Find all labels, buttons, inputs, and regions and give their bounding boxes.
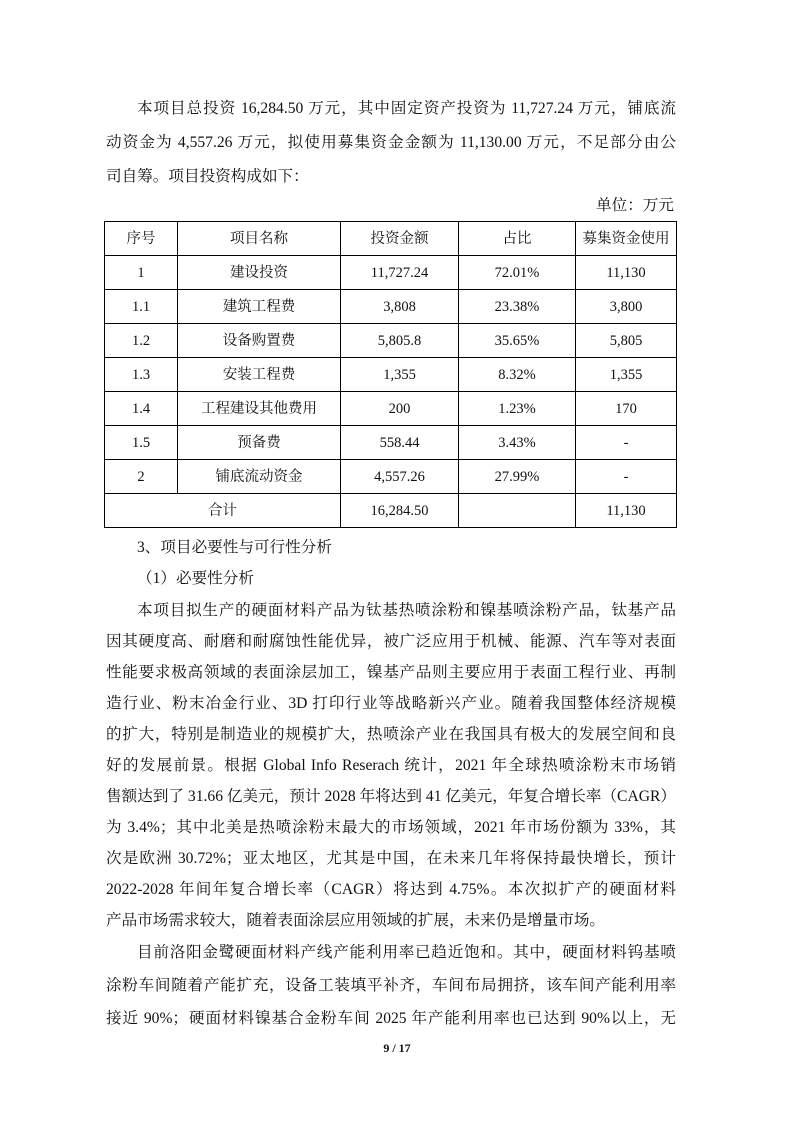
total-ratio [459, 494, 576, 528]
text-line: 产品市场需求较大，随着表面涂层应用领域的扩展，未来仍是增量市场。 [106, 912, 606, 929]
table-cell: 1.1 [105, 290, 178, 324]
header-cell: 占比 [459, 222, 576, 256]
header-cell: 募集资金使用 [576, 222, 677, 256]
table-cell: 4,557.26 [341, 460, 459, 494]
table-cell: 35.65% [459, 324, 576, 358]
text-line: 本项目拟生产的硬面材料产品为钛基热喷涂粉和镍基喷涂粉产品，钛基产品 [137, 602, 676, 619]
text-line: 因其硬度高、耐磨和耐腐蚀性能优异，被广泛应用于机械、能源、汽车等对表面 [106, 633, 676, 650]
text-line: 本项目总投资 16,284.50 万元，其中固定资产投资为 11,727.24 万元，铺底流 [137, 100, 676, 117]
table-cell: - [576, 460, 677, 494]
table-cell: 11,130 [576, 256, 677, 290]
table-cell: 安装工程费 [178, 358, 341, 392]
table-row [105, 290, 677, 324]
table-cell: 1,355 [341, 358, 459, 392]
table-cell: 3,808 [341, 290, 459, 324]
text-line: 接近 90%；硬面材料镍基合金粉车间 2025 年产能利用率也已达到 90%以上，无 [106, 1010, 676, 1027]
table-row [105, 426, 677, 460]
text-line: 为 3.4%；其中北美是热喷涂粉末最大的市场领域，2021 年市场份额为 33%，其 [106, 819, 676, 836]
table-row [105, 358, 677, 392]
unit-label: 单位：万元 [596, 197, 674, 214]
total-amount: 16,284.50 [341, 494, 459, 528]
table-cell: 1.4 [105, 392, 178, 426]
table-cell: 建设投资 [178, 256, 341, 290]
table-cell: 23.38% [459, 290, 576, 324]
table-cell: 1,355 [576, 358, 677, 392]
table-cell: 建筑工程费 [178, 290, 341, 324]
header-cell: 项目名称 [178, 222, 341, 256]
text-line: 好的发展前景。根据 Global Info Reserach 统计，2021 年全球热喷涂粉末市场销 [106, 757, 676, 774]
section-heading: 3、项目必要性与可行性分析 [137, 539, 332, 556]
text-line: 涂粉车间随着产能扩充，设备工装填平补齐，车间布局拥挤，该车间产能利用率 [106, 977, 676, 994]
text-line: 售额达到了 31.66 亿美元，预计 2028 年将达到 41 亿美元，年复合增长率（CAGR） [106, 788, 676, 805]
table-cell: - [576, 426, 677, 460]
table-cell: 170 [576, 392, 677, 426]
table-cell: 5,805 [576, 324, 677, 358]
total-label: 合计 [105, 494, 341, 528]
text-line: 性能要求极高领域的表面涂层加工，镍基产品则主要应用于表面工程行业、再制 [106, 664, 676, 681]
page-number: 9 / 17 [383, 1041, 411, 1055]
table-header-row [105, 222, 677, 256]
table-cell: 11,727.24 [341, 256, 459, 290]
text-line: 司自筹。项目投资构成如下： [106, 168, 309, 185]
table-cell: 558.44 [341, 426, 459, 460]
table-cell: 8.32% [459, 358, 576, 392]
text-line: 的扩大，特别是制造业的规模扩大，热喷涂产业在我国具有极大的发展空间和良 [106, 726, 676, 743]
table-cell: 1 [105, 256, 178, 290]
text-line: 目前洛阳金鹭硬面材料产线产能利用率已趋近饱和。其中，硬面材料钨基喷 [137, 944, 676, 961]
table-cell: 3,800 [576, 290, 677, 324]
table-cell: 1.5 [105, 426, 178, 460]
table-cell: 5,805.8 [341, 324, 459, 358]
table-cell: 27.99% [459, 460, 576, 494]
table-row [105, 324, 677, 358]
text-line: 动资金为 4,557.26 万元，拟使用募集资金金额为 11,130.00 万元，不足部分由公 [106, 134, 676, 151]
table-cell: 1.2 [105, 324, 178, 358]
total-raised: 11,130 [576, 494, 677, 528]
table-cell: 设备购置费 [178, 324, 341, 358]
table-cell: 1.23% [459, 392, 576, 426]
table-cell: 2 [105, 460, 178, 494]
header-cell: 投资金额 [341, 222, 459, 256]
table-cell: 200 [341, 392, 459, 426]
header-cell: 序号 [105, 222, 178, 256]
table-row [105, 392, 677, 426]
table-cell: 3.43% [459, 426, 576, 460]
table-total-row [105, 494, 677, 528]
table-cell: 72.01% [459, 256, 576, 290]
table-row [105, 460, 677, 494]
table-cell: 工程建设其他费用 [178, 392, 341, 426]
table-row [105, 256, 677, 290]
subsection-heading: （1）必要性分析 [137, 570, 254, 587]
table-cell: 预备费 [178, 426, 341, 460]
table-cell: 1.3 [105, 358, 178, 392]
investment-table [104, 221, 677, 528]
table-cell: 铺底流动资金 [178, 460, 341, 494]
text-line: 次是欧洲 30.72%；亚太地区，尤其是中国，在未来几年将保持最快增长，预计 [106, 850, 676, 867]
text-line: 2022-2028 年间年复合增长率（CAGR）将达到 4.75%。本次拟扩产的硬面材料 [106, 881, 676, 898]
text-line: 造行业、粉末冶金行业、3D 打印行业等战略新兴产业。随着我国整体经济规模 [106, 695, 676, 712]
